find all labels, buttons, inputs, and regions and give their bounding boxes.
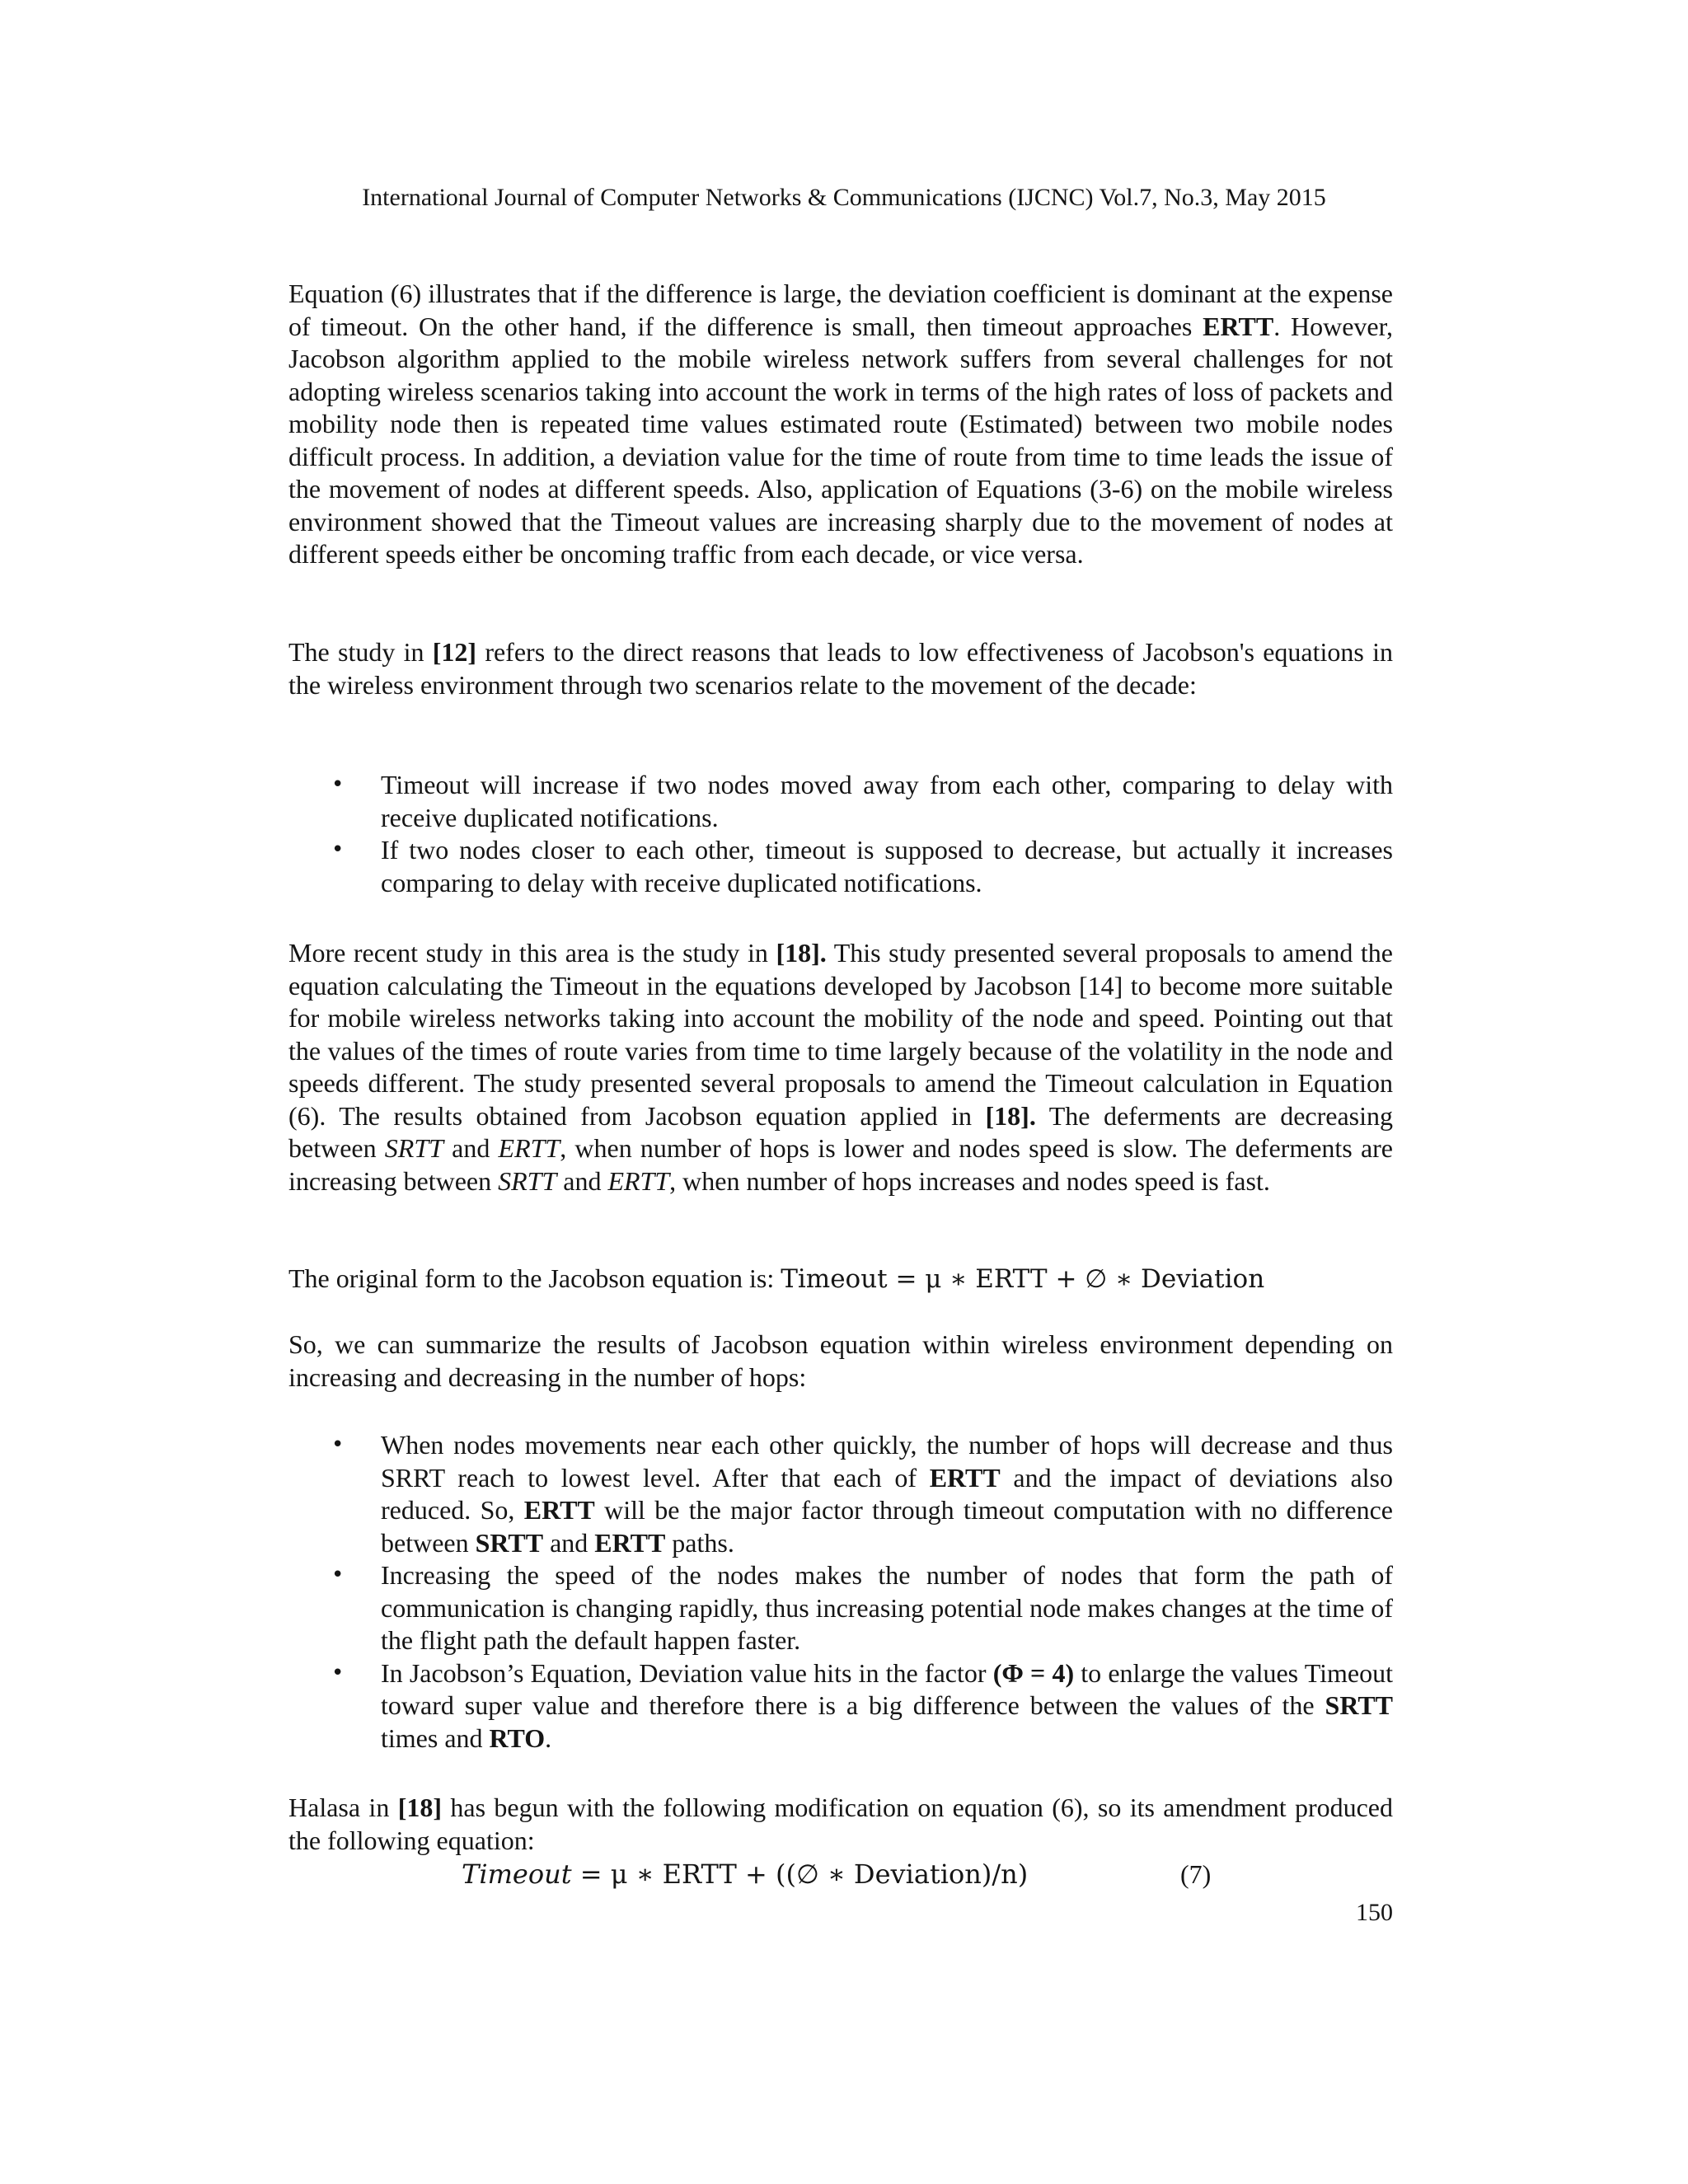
p2-text-2: refers to the direct reasons that leads to low effectiveness of Jacobson's equations in the wireless environment through two scenarios relate to the movement of the decade: bbox=[288, 637, 1394, 700]
list2-item3-bold-1: (Φ = 4) bbox=[992, 1657, 1075, 1688]
list-item bbox=[288, 769, 1393, 834]
p5-text: So, we can summarize the results of Jacobson equation within wireless environment depending on increasing and decreasing in the number of hops: bbox=[288, 1329, 1393, 1392]
list2-item1-text-2: and the impact of deviations also reduced. So, bbox=[381, 1462, 1394, 1525]
inline-equation: Timeout = μ ∗ ERTT + ∅ ∗ Deviation bbox=[781, 1264, 1265, 1294]
p3-text-1: More recent study in this area is the study in bbox=[288, 938, 776, 968]
list2-item1-text-4: and bbox=[543, 1527, 595, 1558]
p3-citation-2: [18]. bbox=[985, 1100, 1036, 1131]
list2-item3-text-1: In Jacobson’s Equation, Deviation value hits in the factor bbox=[381, 1657, 993, 1688]
p3-text-5: , when number of hops is lower and nodes speed is slow. The deferments are increasing between bbox=[288, 1133, 1394, 1196]
list2-item3-text-4: . bbox=[545, 1722, 552, 1753]
p3-text-4: and bbox=[443, 1133, 499, 1163]
list2-item1-bold-1: ERTT bbox=[929, 1462, 1001, 1493]
bullet-icon: • bbox=[331, 1660, 345, 1685]
bullet-icon: • bbox=[331, 1563, 345, 1587]
p3-italic-ertt-1: ERTT bbox=[498, 1133, 560, 1163]
p1-text-1: Equation (6) illustrates that if the difference is large, the deviation coefficient is dominant at the expense of timeout. On the other hand, if the difference is small, then timeout approaches bbox=[288, 279, 1393, 341]
list2-item3-bold-2: SRTT bbox=[1325, 1690, 1393, 1720]
p3-text-3: The deferments are decreasing between bbox=[288, 1100, 1394, 1163]
paragraph-1 bbox=[288, 278, 1393, 571]
paragraph-3 bbox=[288, 937, 1393, 1197]
bullet-list-1 bbox=[288, 769, 1393, 899]
bullet-list-2 bbox=[288, 1429, 1393, 1755]
paragraph-5 bbox=[288, 1329, 1393, 1394]
list2-item1-text-1: When nodes movements near each other quickly, the number of hops will decrease and thus SRRT reach to lowest level. After that each of bbox=[381, 1430, 1393, 1493]
p3-text-2: This study presented several proposals to amend the equation calculating the Timeout in the equations developed by Jacobson [14] to become more suitable for mobile wireless networks taking into account the mobility of the node and speed. Pointing out that the values of the times of route varies from time to time largely because of the volatility in the node and speeds different. The study presented several proposals to amend the Timeout calculation in Equation (6). The results obtained from Jacobson equation applied in bbox=[288, 938, 1394, 1131]
list-item bbox=[288, 1559, 1393, 1657]
list2-item2-text: Increasing the speed of the nodes makes the number of nodes that form the path of communication is changing rapidly, thus increasing potential node makes changes at the time of the flight path the default happen faster. bbox=[381, 1560, 1393, 1655]
list2-item1-text-5: paths. bbox=[665, 1527, 734, 1558]
list2-item1-bold-2: ERTT bbox=[523, 1495, 595, 1525]
list2-item1-text-3: will be the major factor through timeout computation with no difference between bbox=[381, 1495, 1394, 1558]
equation-7 bbox=[288, 1856, 1393, 1892]
p4-text: The original form to the Jacobson equation is: bbox=[288, 1263, 781, 1293]
list-item bbox=[288, 1657, 1393, 1755]
list-item bbox=[288, 834, 1393, 899]
p2-text-1: The study in bbox=[288, 637, 433, 667]
p1-text-2: . However, Jacobson algorithm applied to the mobile wireless network suffers from several challenges for not adopting wireless scenarios taking into account the work in terms of the high rates of loss of packets and mobility node then is repeated time values estimated route (Estimated) between two mobile nodes difficult process. In addition, a deviation value for the time of route from time to time leads the issue of the movement of nodes at different speeds. Also, application of Equations (3-6) on the mobile wireless environment showed that the Timeout values are increasing sharply due to the movement of nodes at different speeds either be oncoming traffic from each decade, or vice versa. bbox=[288, 311, 1394, 569]
list2-item1-bold-3: SRTT bbox=[475, 1527, 544, 1558]
p3-italic-srtt-1: SRTT bbox=[384, 1133, 443, 1163]
list1-item-2-text: If two nodes closer to each other, timeout is supposed to decrease, but actually it increases comparing to delay with receive duplicated notifications. bbox=[381, 835, 1393, 898]
page-number: 150 bbox=[1356, 1899, 1393, 1926]
p3-text-7: , when number of hops increases and nodes speed is fast. bbox=[669, 1165, 1270, 1196]
p2-citation: [12] bbox=[432, 637, 477, 667]
p3-italic-ertt-2: ERTT bbox=[607, 1165, 670, 1196]
equation-7-rhs: = μ ∗ ERTT + ((∅ ∗ Deviation)/n) bbox=[571, 1858, 1029, 1890]
equation-7-body bbox=[462, 1856, 1028, 1892]
p6-text-2: has begun with the following modification on equation (6), so its amendment produced the following equation: bbox=[288, 1793, 1394, 1855]
running-header: International Journal of Computer Networks & Communications (IJCNC) Vol.7, No.3, May 2015 bbox=[362, 184, 1326, 211]
p3-text-6: and bbox=[556, 1165, 608, 1196]
bullet-icon: • bbox=[331, 837, 345, 862]
equation-number: (7) bbox=[1180, 1859, 1212, 1889]
paragraph-2 bbox=[288, 636, 1393, 701]
p6-text-1: Halasa in bbox=[288, 1793, 398, 1822]
list2-item1-bold-4: ERTT bbox=[594, 1527, 666, 1558]
p1-bold-ertt: ERTT bbox=[1203, 311, 1274, 341]
list2-item3-text-3: times and bbox=[381, 1722, 490, 1753]
list-item bbox=[288, 1429, 1393, 1559]
paragraph-4 bbox=[288, 1263, 1393, 1296]
bullet-icon: • bbox=[331, 772, 345, 797]
list2-item3-bold-3: RTO bbox=[489, 1722, 546, 1753]
list2-item3-text-2: to enlarge the values Timeout toward super value and therefore there is a big difference between the values of the bbox=[381, 1657, 1394, 1720]
p3-citation-1: [18]. bbox=[776, 938, 827, 968]
p3-italic-srtt-2: SRTT bbox=[498, 1165, 557, 1196]
paragraph-6 bbox=[288, 1792, 1393, 1857]
p6-citation: [18] bbox=[397, 1793, 442, 1822]
equation-7-lhs: Timeout bbox=[462, 1858, 572, 1890]
list1-item-1-text: Timeout will increase if two nodes moved away from each other, comparing to delay with receive duplicated notifications. bbox=[381, 770, 1393, 832]
bullet-icon: • bbox=[331, 1432, 345, 1457]
